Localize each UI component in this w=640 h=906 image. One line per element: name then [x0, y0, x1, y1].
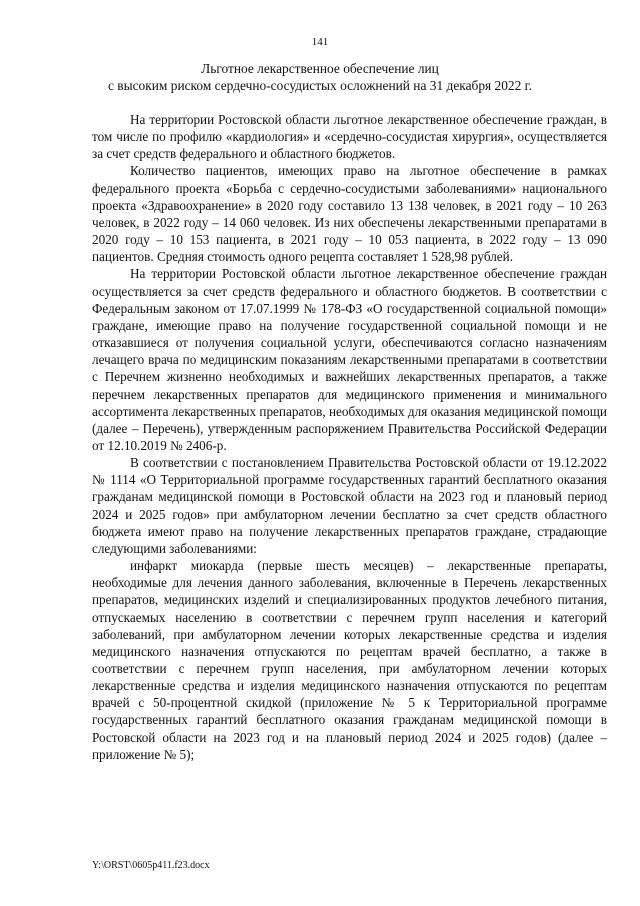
paragraph-4: В соответствии с постановлением Правительства Ростовской области от 19.12.2022 № 1114 «О Территориальной программе государственных гарантий бесплатного оказания гражданам медицинской помощи в Ростовской области на 2023 год и плановый период 2024 и 2025 годов» при амбулаторном лечении бесплатно за счет средств областного бюджета имеют право на получение лекарственных препаратов граждане, страдающие следующими заболеваниями: [92, 455, 607, 556]
title-line-1: Льготное лекарственное обеспечение лиц [201, 61, 439, 76]
page-number: 141 [311, 36, 329, 48]
file-path-footer: Y:\ORST\0605p411.f23.docx [92, 860, 210, 871]
document-body [92, 111, 607, 763]
paragraph-2: Количество пациентов, имеющих право на льготное обеспечение в рамках федерального проекта «Борьба с сердечно-сосудистыми заболеваниями» национального проекта «Здравоохранение» в 2020 году составило 13 138 человек, в 2021 году – 10 263 человек, в 2022 году – 14 060 человек. Из них обеспечены лекарственными препаратами в 2020 году – 10 153 пациента, в 2021 году – 10 053 пациента, в 2022 году – 13 090 пациентов. Средняя стоимость одного рецепта составляет 1 528,98 рублей. [92, 163, 607, 265]
document-title [60, 60, 580, 94]
paragraph-1: На территории Ростовской области льготное лекарственное обеспечение граждан, в том числе по профилю «кардиология» и «сердечно-сосудистая хирургия», осуществляется за счет средств федерального и областного бюджетов. [92, 112, 607, 162]
paragraph-3: На территории Ростовской области льготное лекарственное обеспечение граждан осуществляется за счет средств федерального и областного бюджетов. В соответствии с Федеральным законом от 17.07.1999 № 178-ФЗ «О государственной социальной помощи» граждане, имеющие право на получение государственной социальной помощи и не отказавшиеся от получения социальной услуги, обеспечиваются согласно назначениям лечащего врача по медицинским показаниям лекарственными препаратами в соответствии с Перечнем жизненно необходимых и важнейших лекарственных препаратов, а также перечнем лекарственных препаратов для медицинского применения и минимального ассортимента лекарственных препаратов, необходимых для оказания медицинской помощи (далее – Перечень), утвержденным распоряжением Правительства Российской Федерации от 12.10.2019 № 2406-р. [92, 266, 607, 453]
paragraph-5: инфаркт миокарда (первые шесть месяцев) – лекарственные препараты, необходимые для лечения данного заболевания, включенные в Перечень лекарственных препаратов, медицинских изделий и специализированных продуктов лечебного питания, отпускаемых населению в соответствии с перечнем групп населения и категорий заболеваний, при амбулаторном лечении которых лекарственные средства и изделия медицинского назначения отпускаются по рецептам врачей бесплатно, а также в соответствии с перечнем групп населения, при амбулаторном лечении которых лекарственные средства и изделия медицинского назначения отпускаются по рецептам врачей с 50-процентной скидкой (приложение № 5 к Территориальной программе государственных гарантий бесплатного оказания гражданам медицинской помощи в Ростовской области на 2023 год и на плановый период 2024 и 2025 годов) (далее – приложение № 5); [92, 558, 607, 762]
title-line-2: с высоким риском сердечно-сосудистых осложнений на 31 декабря 2022 г. [108, 78, 532, 93]
